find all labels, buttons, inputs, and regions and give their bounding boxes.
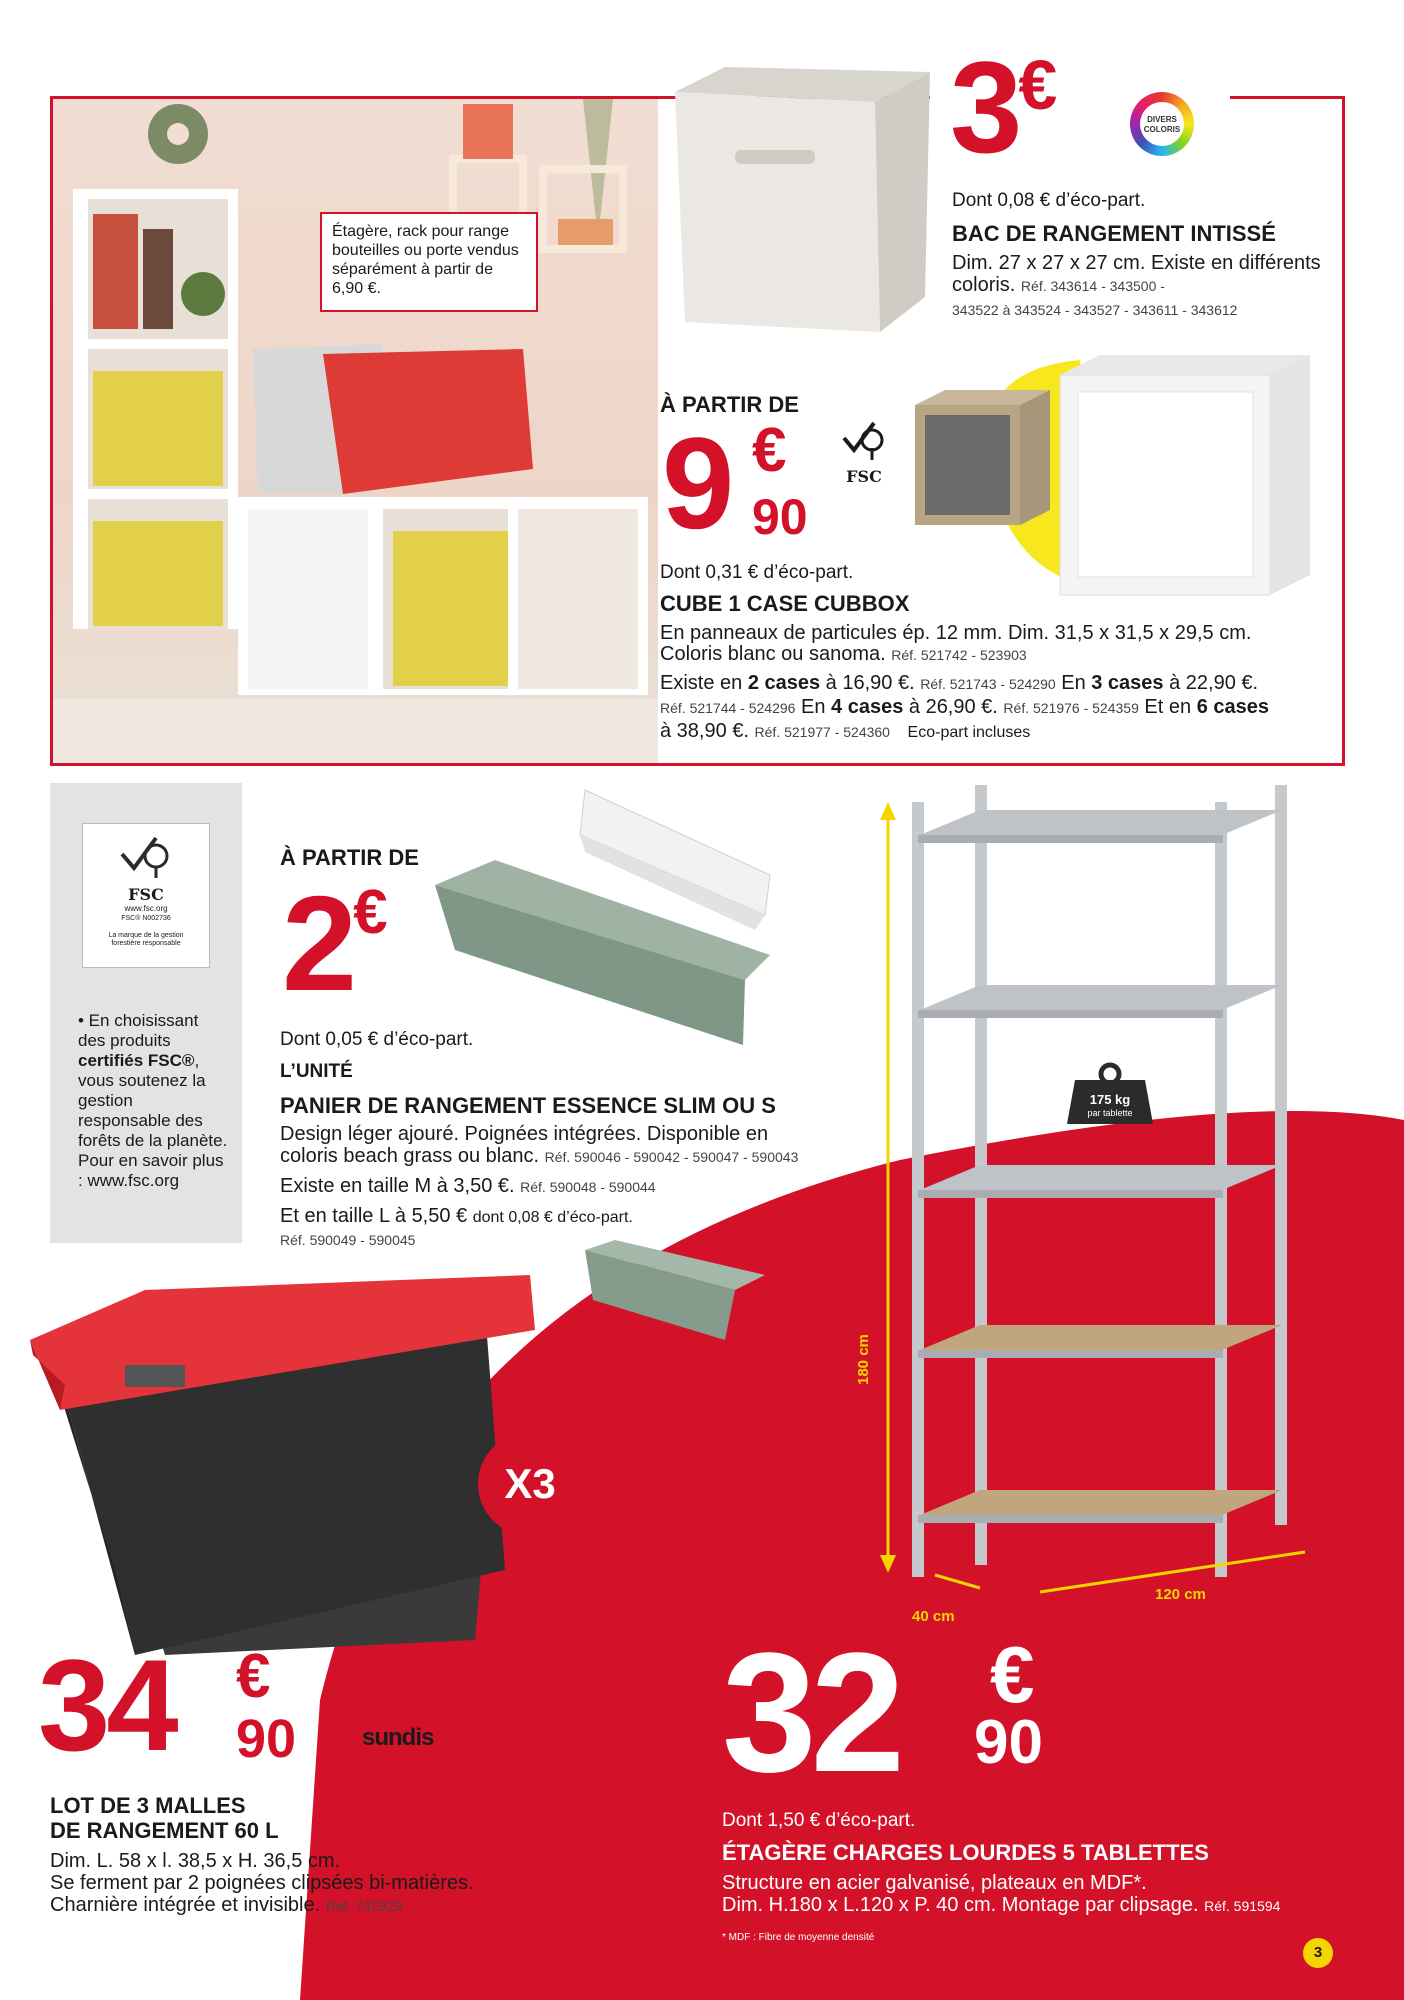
panier-price xyxy=(282,868,388,1019)
panier-eco-part: Dont 0,05 € d’éco-part. xyxy=(280,1029,474,1050)
panier-title: PANIER DE RANGEMENT ESSENCE SLIM OU S xyxy=(280,1093,776,1118)
malle-photo xyxy=(25,1270,545,1660)
panier-size-l xyxy=(280,1205,633,1229)
etagere-desc2-text: Dim. H.180 x L.120 x P. 40 cm. Montage par clipsage. xyxy=(722,1894,1199,1916)
panier-price-currency: € xyxy=(353,878,388,947)
sundis-brand: sundis xyxy=(362,1724,434,1751)
v2b: 4 cases xyxy=(831,696,904,718)
v3b: Eco-part incluses xyxy=(907,724,1031,741)
v1ref: Réf. 521743 - 524290 xyxy=(920,676,1056,692)
v1e: 3 cases xyxy=(1091,672,1164,694)
etagere-price-int: 32 xyxy=(722,1618,900,1808)
v2e: 6 cases xyxy=(1196,696,1269,718)
panier-size-l-ref: Réf. 590049 - 590045 xyxy=(280,1232,416,1248)
cube-price-dec: 90 xyxy=(752,489,808,545)
cube-desc2-ref: Réf. 521742 - 523903 xyxy=(891,647,1027,663)
cube-variants-line2 xyxy=(660,696,1269,719)
panier-desc2-text: coloris beach grass ou blanc. xyxy=(280,1145,540,1167)
fsc-text-b: certifiés FSC® xyxy=(78,1051,195,1070)
malle-ref: Réf. 742929 xyxy=(325,1898,403,1914)
fsc-logo-card xyxy=(82,823,210,968)
tree-check-icon xyxy=(839,418,889,462)
panier-desc2 xyxy=(280,1145,798,1168)
fsc-info-box xyxy=(50,783,242,1243)
badge-line2: COLORIS xyxy=(1143,125,1181,134)
cube-desc2 xyxy=(660,643,1027,666)
panier-desc1: Design léger ajouré. Poignées intégrées. Disponible en xyxy=(280,1123,769,1145)
panier-from-label: À PARTIR DE xyxy=(280,845,419,870)
load-value: 175 kg xyxy=(1089,1092,1131,1107)
panier-size-l-text: Et en taille L à 5,50 € xyxy=(280,1205,468,1227)
etagere-eco-part: Dont 1,50 € d’éco-part. xyxy=(722,1810,916,1831)
fsc-small-label: FSC xyxy=(846,467,882,486)
fsc-text-a: • En choisissant des produits xyxy=(78,1011,199,1050)
etagere-title: ÉTAGÈRE CHARGES LOURDES 5 TABLETTES xyxy=(722,1840,1209,1865)
bac-price-currency: € xyxy=(1018,46,1058,124)
cube-price-int: 9 xyxy=(662,410,731,556)
x3-badge xyxy=(478,1432,582,1536)
v1c: à 16,90 €. xyxy=(820,672,915,694)
divers-coloris-badge xyxy=(1130,92,1194,156)
fsc-logo-code: FSC® N002736 xyxy=(121,915,171,922)
malle-desc3-text: Charnière intégrée et invisible. xyxy=(50,1894,321,1916)
v1f: à 22,90 €. xyxy=(1163,672,1259,694)
etagere-price xyxy=(722,1618,900,1808)
cube-price-currency: € xyxy=(752,416,787,485)
bac-ref-inline: Réf. 343614 - 343500 - xyxy=(1020,278,1165,294)
cube-photos xyxy=(910,350,1320,600)
cube-variants-line3 xyxy=(660,720,1030,744)
bac-desc-text: Dim. 27 x 27 x 27 cm. Existe en différents coloris. xyxy=(952,252,1321,296)
load-unit: par tablette xyxy=(1087,1108,1133,1118)
v3a: à 38,90 €. xyxy=(660,720,749,742)
panier-size-m-text: Existe en taille M à 3,50 €. xyxy=(280,1175,515,1197)
etagere-price-currency: € xyxy=(990,1630,1035,1719)
v1b: 2 cases xyxy=(747,672,821,694)
sundis-logo xyxy=(362,1700,433,1749)
house-icon xyxy=(388,1700,408,1722)
malle-price-int: 34 xyxy=(38,1632,175,1778)
malle-desc2: Se ferment par 2 poignées clipsées bi-matières. xyxy=(50,1872,474,1894)
dim-height-label: 180 cm xyxy=(855,1334,872,1385)
cube-from-label: À PARTIR DE xyxy=(660,392,799,417)
bac-desc xyxy=(952,252,1322,297)
v1d: En xyxy=(1055,672,1092,694)
v2d: Et en xyxy=(1138,696,1197,718)
bac-title: BAC DE RANGEMENT INTISSÉ xyxy=(952,221,1276,246)
dim-depth-label: 40 cm xyxy=(912,1608,955,1625)
malle-title1: LOT DE 3 MALLES xyxy=(50,1793,246,1818)
load-weight-badge xyxy=(1065,1060,1155,1126)
cube-desc2-text: Coloris blanc ou sanoma. xyxy=(660,643,886,665)
fsc-text-c: , vous soutenez la gestion responsable des forêts de la planète. Pour en savoir plus : www.fsc.org xyxy=(78,1051,228,1190)
fsc-logo-text: FSC xyxy=(128,885,164,904)
fsc-logo-url: www.fsc.org xyxy=(124,904,168,913)
panier-price-int: 2 xyxy=(282,868,354,1019)
malle-price-dec: 90 xyxy=(236,1709,297,1769)
malle-price xyxy=(38,1632,175,1778)
panier-size-m xyxy=(280,1175,656,1198)
malle-price-currency: € xyxy=(236,1642,271,1711)
page-number: 3 xyxy=(1313,1944,1323,1961)
callout-text: Étagère, rack pour range bouteilles ou porte vendus séparément à partir de 6,90 €. xyxy=(332,223,519,297)
malle-title2: DE RANGEMENT 60 L xyxy=(50,1818,279,1843)
bac-photo xyxy=(665,62,935,342)
panier-size-m-ref: Réf. 590048 - 590044 xyxy=(520,1179,656,1195)
v2ref1: Réf. 521744 - 524296 xyxy=(660,700,796,716)
bac-ref-line2: 343522 à 343524 - 343527 - 343611 - 343612 xyxy=(952,302,1238,318)
etagere-price-dec: 90 xyxy=(974,1708,1043,1777)
fsc-info-text xyxy=(78,1011,228,1191)
page-number-badge xyxy=(1303,1938,1333,1968)
v3ref: Réf. 521977 - 524360 xyxy=(754,724,890,740)
etagere-ref: Réf. 591594 xyxy=(1204,1898,1281,1914)
etagere-desc2 xyxy=(722,1894,1280,1917)
bac-price-int: 3 xyxy=(950,34,1019,180)
cube-price xyxy=(662,410,731,556)
cube-desc1: En panneaux de particules ép. 12 mm. Dim. 31,5 x 31,5 x 29,5 cm. xyxy=(660,622,1252,644)
malle-desc3 xyxy=(50,1894,402,1917)
room-photo xyxy=(53,99,658,763)
cube-variants-line1 xyxy=(660,672,1258,695)
etagere-footnote: * MDF : Fibre de moyenne densité xyxy=(722,1932,875,1943)
fsc-small-logo xyxy=(832,418,896,488)
bac-eco-part: Dont 0,08 € d’éco-part. xyxy=(952,190,1146,211)
badge-line1: DIVERS xyxy=(1147,115,1177,124)
etagere-photo xyxy=(860,780,1340,1600)
v1a: Existe en xyxy=(660,672,748,694)
v2a: En xyxy=(795,696,832,718)
v2ref2: Réf. 521976 - 524359 xyxy=(1003,700,1139,716)
photo-callout xyxy=(320,212,538,312)
v2c: à 26,90 €. xyxy=(903,696,998,718)
cube-title: CUBE 1 CASE CUBBOX xyxy=(660,591,910,616)
fsc-logo-tagline: La marque de la gestion forestière responsable xyxy=(108,932,184,947)
panier-photos xyxy=(425,780,785,1340)
panier-unit: L’UNITÉ xyxy=(280,1061,353,1082)
cube-eco-part: Dont 0,31 € d’éco-part. xyxy=(660,562,854,583)
bac-price xyxy=(950,34,1058,180)
x3-text: X3 xyxy=(504,1460,556,1507)
malle-desc1: Dim. L. 58 x l. 38,5 x H. 36,5 cm. xyxy=(50,1850,341,1872)
panier-desc2-ref: Réf. 590046 - 590042 - 590047 - 590043 xyxy=(544,1149,799,1165)
etagere-desc1: Structure en acier galvanisé, plateaux en MDF*. xyxy=(722,1872,1147,1894)
fsc-tree-icon xyxy=(116,832,176,880)
dim-width-label: 120 cm xyxy=(1155,1586,1206,1603)
panier-size-l-eco: dont 0,08 € d’éco-part. xyxy=(472,1209,633,1226)
